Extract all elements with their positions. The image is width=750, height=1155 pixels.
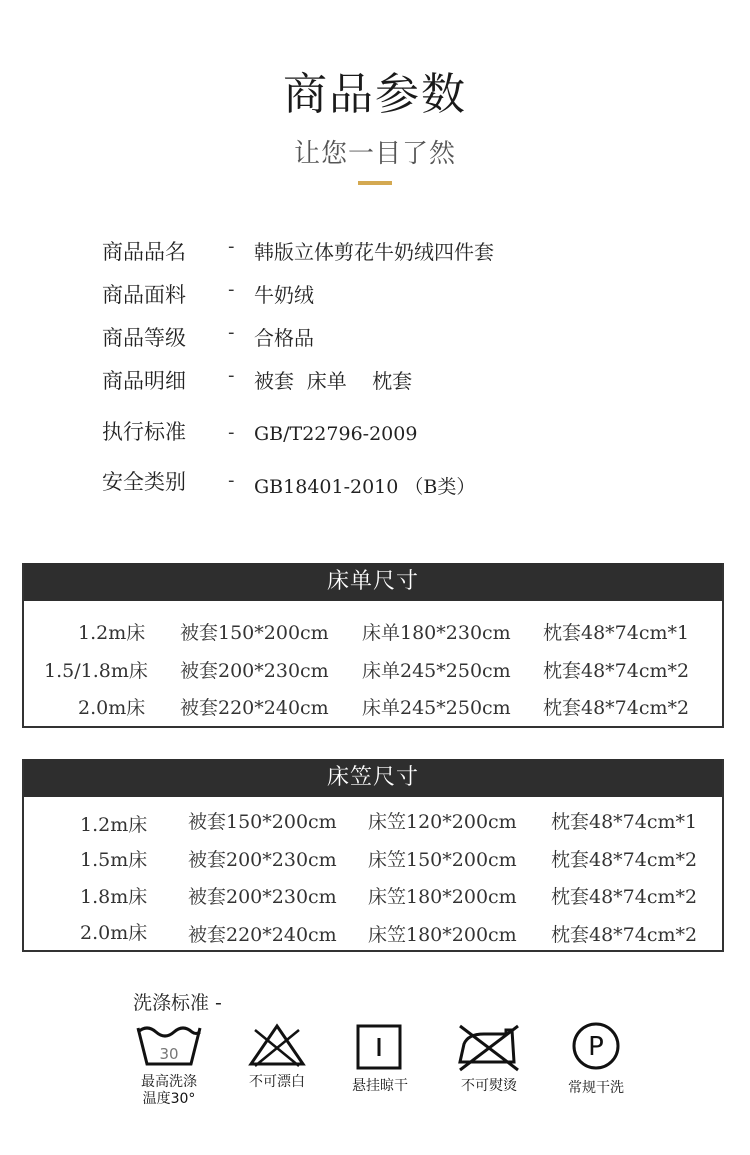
care-label <box>114 1074 224 1108</box>
table-cell: 床笠120*200cm <box>368 811 517 833</box>
table-cell: 床单245*250cm <box>362 697 511 719</box>
no-bleach-icon <box>245 1022 309 1068</box>
wash-30-icon <box>134 1022 204 1068</box>
washing-title: 洗涤标准 - <box>133 992 222 1014</box>
table-cell: 床笠150*200cm <box>368 849 517 871</box>
care-item-hang-dry <box>325 1022 435 1095</box>
param-label: 商品面料 <box>102 283 186 307</box>
table-cell: 被套200*230cm <box>188 886 337 908</box>
care-item-no-bleach <box>222 1022 332 1091</box>
table-cell: 被套220*240cm <box>188 924 337 946</box>
table-cell: 床单245*250cm <box>362 660 511 682</box>
care-item-no-iron <box>434 1022 544 1095</box>
table-cell: 枕套48*74cm*2 <box>543 660 690 682</box>
table-cell: 枕套48*74cm*2 <box>551 924 698 946</box>
param-label: 商品品名 <box>102 240 186 264</box>
table-cell: 床单180*230cm <box>362 622 511 644</box>
care-label-line: 温度30° <box>142 1091 196 1107</box>
param-dash: - <box>228 322 235 343</box>
table-cell: 被套220*240cm <box>180 697 329 719</box>
param-label: 安全类别 <box>102 470 186 494</box>
table-cell: 被套200*230cm <box>188 849 337 871</box>
param-value: 合格品 <box>254 326 314 350</box>
param-label: 商品明细 <box>102 369 186 393</box>
table-cell: 1.2m床 <box>78 622 146 644</box>
table-cell: 1.5m床 <box>80 849 148 871</box>
table-cell: 枕套48*74cm*2 <box>551 886 698 908</box>
param-value: GB18401-2010 （B类） <box>254 476 476 498</box>
page-title: 商品参数 <box>283 69 467 120</box>
param-dash: - <box>228 470 235 491</box>
table-cell: 枕套48*74cm*2 <box>551 849 698 871</box>
param-value: 牛奶绒 <box>254 283 314 307</box>
care-label: 不可熨烫 <box>461 1078 517 1094</box>
param-value: 韩版立体剪花牛奶绒四件套 <box>254 240 494 264</box>
param-dash: - <box>228 279 235 300</box>
table-cell: 2.0m床 <box>80 922 148 944</box>
table-title: 床单尺寸 <box>24 563 722 601</box>
tub-temperature: 30 <box>159 1045 179 1063</box>
table-title: 床笠尺寸 <box>24 759 722 797</box>
dry-clean-p-icon <box>570 1022 622 1074</box>
param-dash: - <box>228 365 235 386</box>
table-cell: 床笠180*200cm <box>368 924 517 946</box>
care-item-dry-clean <box>541 1022 651 1097</box>
table-cell: 枕套48*74cm*1 <box>551 811 698 833</box>
accent-divider <box>358 181 392 185</box>
care-label: 悬挂晾干 <box>352 1078 408 1094</box>
param-dash: - <box>228 236 235 257</box>
care-label-line: 最高洗涤 <box>141 1074 197 1090</box>
table-cell: 被套150*200cm <box>180 622 329 644</box>
hang-dry-icon <box>355 1022 405 1072</box>
no-iron-icon <box>454 1022 524 1072</box>
table-cell: 床笠180*200cm <box>368 886 517 908</box>
table-cell: 枕套48*74cm*2 <box>543 697 690 719</box>
table-cell: 1.5/1.8m床 <box>44 660 148 682</box>
param-label: 商品等级 <box>102 326 186 350</box>
sheet-size-table <box>22 563 724 728</box>
table-cell: 1.2m床 <box>80 814 148 836</box>
care-label: 常规干洗 <box>568 1080 624 1096</box>
table-cell: 枕套48*74cm*1 <box>543 622 690 644</box>
care-label: 不可漂白 <box>249 1074 305 1090</box>
table-cell: 被套200*230cm <box>180 660 329 682</box>
param-value: GB/T22796-2009 <box>254 423 418 445</box>
page-subtitle: 让您一目了然 <box>293 139 456 169</box>
table-cell: 2.0m床 <box>78 697 146 719</box>
care-item-wash <box>114 1022 224 1108</box>
fitted-sheet-size-table <box>22 759 724 952</box>
param-value: 被套 床单 枕套 <box>254 369 413 393</box>
dry-clean-letter: P <box>588 1032 604 1062</box>
table-cell: 被套150*200cm <box>188 811 337 833</box>
param-dash: - <box>228 422 235 443</box>
table-cell: 1.8m床 <box>80 886 148 908</box>
param-label: 执行标准 <box>102 420 186 444</box>
